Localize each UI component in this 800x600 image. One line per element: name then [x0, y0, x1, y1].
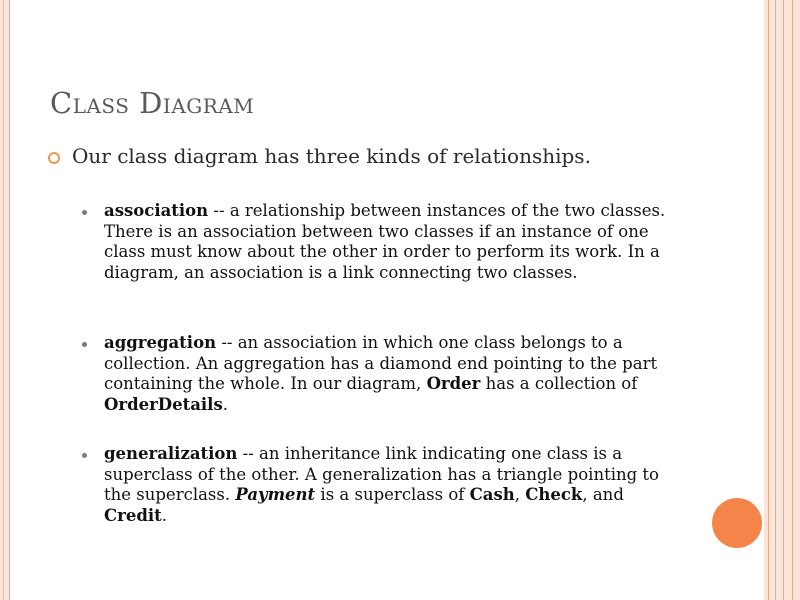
aggregation-term: aggregation — [104, 333, 217, 352]
aggregation-description: -- an association in which one class belongs to a collection. An aggregation has a diamond end pointing to the part containing the whole. In our diagram, — [104, 333, 658, 393]
class-name-order: Order — [426, 374, 481, 393]
right-border-line — [775, 0, 776, 600]
right-border-line — [792, 0, 793, 600]
orange-circle-decoration — [712, 498, 762, 548]
aggregation-text — [104, 333, 682, 415]
dot-bullet-icon — [82, 210, 87, 215]
right-border-line — [768, 0, 769, 600]
aggregation-description-cont: has a collection of — [480, 374, 638, 393]
association-text — [104, 201, 682, 283]
circle-bullet-icon — [48, 152, 60, 164]
left-border-decoration — [0, 0, 10, 600]
association-item — [82, 201, 682, 283]
generalization-period: . — [161, 505, 167, 525]
class-name-check: Check — [525, 485, 583, 504]
dot-bullet-icon — [82, 342, 87, 347]
class-name-orderdetails: OrderDetails — [104, 394, 223, 414]
class-name-payment: Payment — [235, 485, 316, 504]
dot-bullet-icon — [82, 453, 87, 458]
intro-text: Our class diagram has three kinds of relationships. — [72, 144, 591, 168]
slide-title: Class Diagram — [50, 86, 255, 120]
generalization-description: -- an inheritance link indicating one class is a superclass of the other. A generalization has a triangle pointing to the superclass. — [104, 444, 659, 504]
aggregation-period: . — [222, 394, 228, 414]
separator-comma: , — [514, 485, 526, 504]
generalization-text — [104, 444, 682, 526]
generalization-item — [82, 444, 682, 526]
right-border-line — [783, 0, 784, 600]
class-name-credit: Credit — [104, 505, 162, 525]
aggregation-item — [82, 333, 682, 415]
association-term: association — [104, 201, 209, 220]
association-description: -- a relationship between instances of the two classes. There is an association between two classes if an instance of one class must know about the other in order to perform its work. In a diagram, an association is a link connecting two classes. — [104, 201, 666, 282]
separator-and: , and — [582, 485, 624, 504]
generalization-description-cont: is a superclass of — [315, 485, 470, 504]
class-name-cash: Cash — [469, 485, 515, 504]
intro-bullet-item — [48, 144, 591, 168]
right-border-band — [764, 0, 800, 600]
generalization-term: generalization — [104, 444, 238, 463]
